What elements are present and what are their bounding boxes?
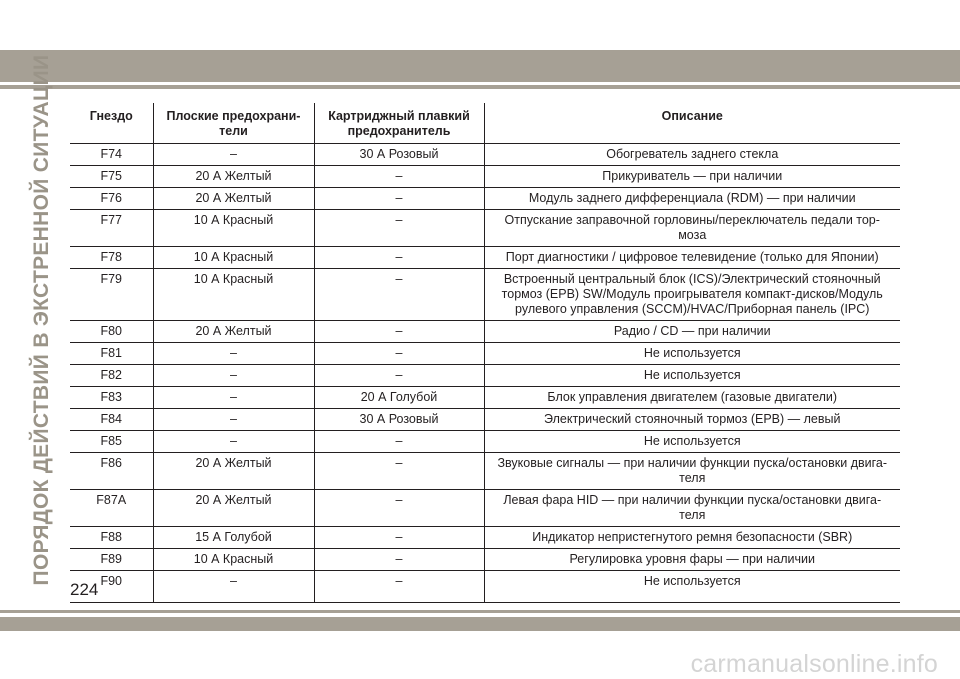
cell-blade-fuse: – <box>153 144 314 166</box>
table-row <box>70 431 900 453</box>
cell-cartridge-fuse: – <box>314 453 484 490</box>
cell-slot: F88 <box>70 527 153 549</box>
table-row <box>70 321 900 343</box>
cell-description: Регулировка уровня фары — при наличии <box>484 549 900 571</box>
cell-blade-fuse: 10 А Красный <box>153 210 314 247</box>
cell-slot: F78 <box>70 247 153 269</box>
cell-description: Электрический стояночный тормоз (EPB) — левый <box>484 409 900 431</box>
cell-description: Порт диагностики / цифровое телевидение (только для Японии) <box>484 247 900 269</box>
cell-blade-fuse: 20 А Желтый <box>153 490 314 527</box>
cell-blade-fuse: 20 А Желтый <box>153 453 314 490</box>
cell-description: Звуковые сигналы — при наличии функции пуска/остановки двига- теля <box>484 453 900 490</box>
cell-cartridge-fuse: – <box>314 247 484 269</box>
cell-cartridge-fuse: 20 А Голубой <box>314 387 484 409</box>
cell-blade-fuse: 10 А Красный <box>153 247 314 269</box>
cell-cartridge-fuse: – <box>314 527 484 549</box>
cell-blade-fuse: 20 А Желтый <box>153 188 314 210</box>
section-side-title: ПОРЯДОК ДЕЙСТВИЙ В ЭКСТРЕННОЙ СИТУАЦИИ <box>30 54 53 586</box>
cell-slot: F79 <box>70 269 153 321</box>
cell-slot: F75 <box>70 166 153 188</box>
cell-cartridge-fuse: – <box>314 343 484 365</box>
cell-blade-fuse: 10 А Красный <box>153 269 314 321</box>
cell-cartridge-fuse: – <box>314 365 484 387</box>
cell-cartridge-fuse: – <box>314 188 484 210</box>
header-blade-fuses: Плоские предохрани- тели <box>153 103 314 144</box>
cell-slot: F74 <box>70 144 153 166</box>
cell-cartridge-fuse: – <box>314 549 484 571</box>
table-row <box>70 269 900 321</box>
cell-description: Левая фара HID — при наличии функции пуска/остановки двига- теля <box>484 490 900 527</box>
cell-slot: F81 <box>70 343 153 365</box>
cell-description: Не используется <box>484 571 900 603</box>
footer-band <box>0 617 960 631</box>
header-band <box>0 50 960 82</box>
cell-description: Не используется <box>484 431 900 453</box>
cell-blade-fuse: – <box>153 387 314 409</box>
cell-slot: F80 <box>70 321 153 343</box>
watermark-text: carmanualsonline.info <box>690 650 938 678</box>
table-header-row <box>70 103 900 144</box>
cell-slot: F82 <box>70 365 153 387</box>
cell-cartridge-fuse: – <box>314 490 484 527</box>
table-row <box>70 453 900 490</box>
header-description: Описание <box>484 103 900 144</box>
table-row <box>70 343 900 365</box>
table-row <box>70 365 900 387</box>
table-row <box>70 247 900 269</box>
table-row <box>70 409 900 431</box>
cell-cartridge-fuse: – <box>314 166 484 188</box>
cell-description: Прикуриватель — при наличии <box>484 166 900 188</box>
cell-blade-fuse: – <box>153 365 314 387</box>
cell-blade-fuse: – <box>153 431 314 453</box>
cell-cartridge-fuse: – <box>314 571 484 603</box>
cell-description: Не используется <box>484 343 900 365</box>
table-row <box>70 571 900 603</box>
cell-cartridge-fuse: 30 А Розовый <box>314 144 484 166</box>
cell-description: Индикатор непристегнутого ремня безопасности (SBR) <box>484 527 900 549</box>
table-row <box>70 188 900 210</box>
cell-blade-fuse: 10 А Красный <box>153 549 314 571</box>
footer-rule <box>0 610 960 613</box>
page-number: 224 <box>70 580 99 599</box>
cell-cartridge-fuse: – <box>314 210 484 247</box>
cell-description: Блок управления двигателем (газовые двигатели) <box>484 387 900 409</box>
cell-blade-fuse: – <box>153 571 314 603</box>
cell-blade-fuse: 20 А Желтый <box>153 321 314 343</box>
cell-slot: F77 <box>70 210 153 247</box>
table-row <box>70 490 900 527</box>
table-row <box>70 387 900 409</box>
header-slot: Гнездо <box>70 103 153 144</box>
table-row <box>70 210 900 247</box>
cell-description: Встроенный центральный блок (ICS)/Электрический стояночный тормоз (EPB) SW/Модуль проигрывателя компакт-дисков/Модуль рулевого управления (SCCM)/HVAC/Приборная панель (IPC) <box>484 269 900 321</box>
table-row <box>70 527 900 549</box>
cell-blade-fuse: 15 А Голубой <box>153 527 314 549</box>
cell-cartridge-fuse: – <box>314 321 484 343</box>
header-rule <box>0 85 960 89</box>
cell-slot: F76 <box>70 188 153 210</box>
cell-cartridge-fuse: – <box>314 269 484 321</box>
cell-slot: F84 <box>70 409 153 431</box>
cell-description: Обогреватель заднего стекла <box>484 144 900 166</box>
table-row <box>70 166 900 188</box>
cell-blade-fuse: – <box>153 409 314 431</box>
cell-cartridge-fuse: 30 А Розовый <box>314 409 484 431</box>
cell-description: Не используется <box>484 365 900 387</box>
cell-slot: F90 <box>70 571 153 603</box>
cell-description: Модуль заднего дифференциала (RDM) — при наличии <box>484 188 900 210</box>
cell-slot: F86 <box>70 453 153 490</box>
table-row <box>70 144 900 166</box>
cell-cartridge-fuse: – <box>314 431 484 453</box>
cell-slot: F89 <box>70 549 153 571</box>
header-cartridge-fuses: Картриджный плавкий предохранитель <box>314 103 484 144</box>
table-body <box>70 144 900 603</box>
fuse-table <box>70 103 900 603</box>
cell-description: Отпускание заправочной горловины/переключатель педали тор- моза <box>484 210 900 247</box>
cell-blade-fuse: 20 А Желтый <box>153 166 314 188</box>
cell-slot: F83 <box>70 387 153 409</box>
cell-slot: F85 <box>70 431 153 453</box>
table-row <box>70 549 900 571</box>
cell-slot: F87A <box>70 490 153 527</box>
cell-blade-fuse: – <box>153 343 314 365</box>
cell-description: Радио / CD — при наличии <box>484 321 900 343</box>
